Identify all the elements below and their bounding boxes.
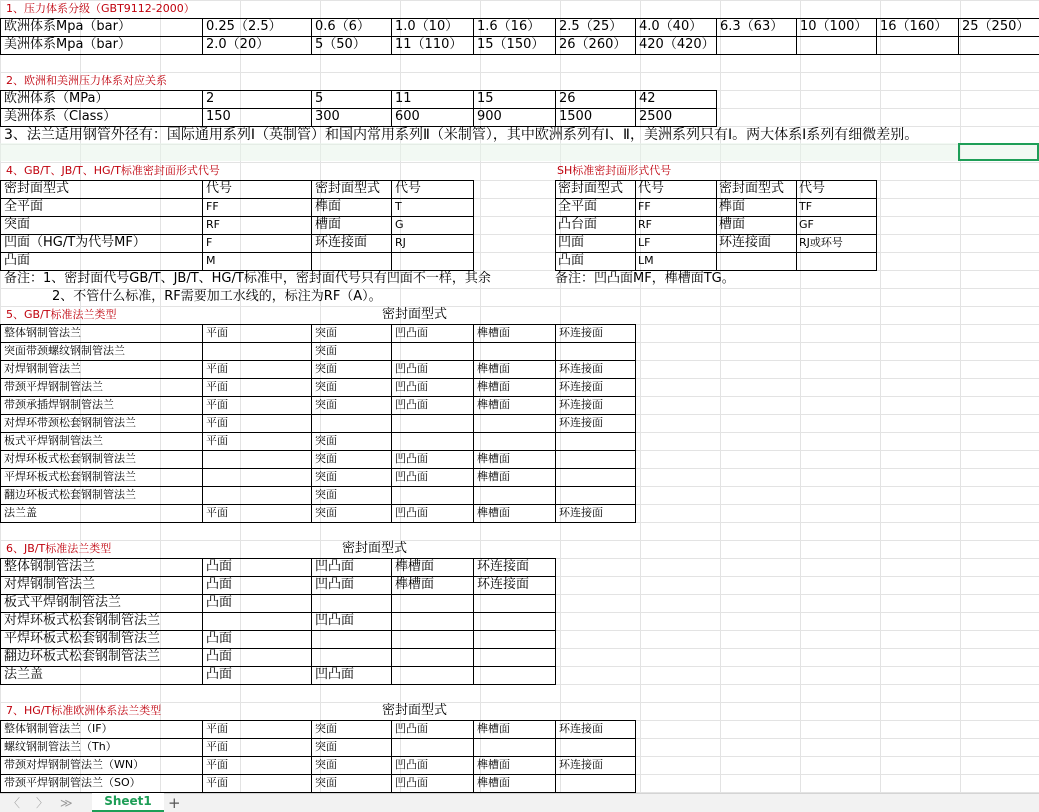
- table-cell[interactable]: FF: [206, 200, 219, 213]
- table-border: [635, 720, 636, 793]
- table-cell[interactable]: 环连接面: [559, 362, 603, 375]
- first-sheet-icon[interactable]: 〈: [8, 796, 21, 810]
- table-border: [311, 558, 312, 685]
- table-border: [311, 324, 312, 523]
- table-cell[interactable]: 突面: [315, 740, 337, 753]
- table-cell[interactable]: 凸面: [206, 667, 233, 682]
- table-cell[interactable]: GF: [799, 218, 814, 231]
- table-cell[interactable]: 榫面: [315, 199, 342, 214]
- table-cell[interactable]: 10（100）: [800, 19, 868, 34]
- note-text[interactable]: 备注：凹凸面MF，榫槽面TG。: [555, 271, 735, 286]
- table-border: [0, 54, 1039, 55]
- table-cell[interactable]: 平面: [206, 740, 228, 753]
- table-cell[interactable]: 槽面: [315, 217, 342, 232]
- table-cell[interactable]: 代号: [799, 181, 826, 196]
- table-border: [0, 324, 636, 325]
- table-cell[interactable]: RF: [638, 218, 652, 231]
- table-border: [311, 18, 312, 55]
- table-cell[interactable]: 突面: [315, 470, 337, 483]
- table-cell[interactable]: 平面: [206, 398, 228, 411]
- table-cell[interactable]: 凹凸面: [315, 559, 355, 574]
- section-title[interactable]: 7、HG/T标准欧洲体系法兰类型: [6, 704, 162, 717]
- table-cell[interactable]: 6.3（63）: [720, 19, 784, 34]
- table-cell[interactable]: 1500: [559, 109, 593, 124]
- table-cell[interactable]: 平面: [206, 758, 228, 771]
- table-cell[interactable]: 突面: [315, 722, 337, 735]
- table-border: [716, 18, 717, 55]
- table-cell[interactable]: 榫槽面: [477, 470, 510, 483]
- table-cell[interactable]: 环连接面: [559, 416, 603, 429]
- table-cell[interactable]: 美洲体系（Class）: [4, 109, 117, 124]
- table-cell[interactable]: 突面: [315, 362, 337, 375]
- table-cell[interactable]: 榫槽面: [477, 398, 510, 411]
- table-cell[interactable]: 1.6（16）: [477, 19, 541, 34]
- table-border: [0, 720, 636, 721]
- table-border: [0, 450, 636, 451]
- table-border: [473, 324, 474, 523]
- table-border: [311, 180, 312, 271]
- table-border: [796, 180, 797, 271]
- table-border: [391, 720, 392, 793]
- table-cell[interactable]: 环连接面: [559, 758, 603, 771]
- table-cell[interactable]: 密封面型式: [4, 181, 70, 196]
- table-cell[interactable]: 带颈承插焊钢制管法兰: [4, 398, 114, 411]
- table-cell[interactable]: G: [395, 218, 404, 231]
- table-cell[interactable]: 15（150）: [477, 37, 545, 52]
- table-cell[interactable]: 凸面: [206, 577, 233, 592]
- table-cell[interactable]: 凹凸面: [395, 362, 428, 375]
- column-header[interactable]: 密封面型式: [382, 703, 448, 718]
- table-cell[interactable]: 槽面: [719, 217, 746, 232]
- table-border: [473, 18, 474, 55]
- table-border: [473, 90, 474, 127]
- tab-sheet1[interactable]: Sheet1: [92, 793, 164, 812]
- table-border: [0, 18, 1, 55]
- table-border: [0, 468, 636, 469]
- table-cell[interactable]: 欧洲体系（MPa）: [4, 91, 109, 106]
- table-border: [716, 90, 717, 127]
- table-cell[interactable]: 环连接面: [477, 577, 530, 592]
- table-border: [0, 18, 1039, 19]
- table-cell[interactable]: 对焊环板式松套钢制管法兰: [4, 613, 161, 628]
- table-cell[interactable]: 密封面型式: [558, 181, 624, 196]
- section-title[interactable]: 6、JB/T标准法兰类型: [6, 542, 112, 555]
- table-border: [391, 18, 392, 55]
- table-cell[interactable]: 突面: [315, 344, 337, 357]
- table-cell[interactable]: 整体钢制管法兰: [4, 326, 81, 339]
- table-cell[interactable]: 11（110）: [395, 37, 463, 52]
- table-border: [0, 180, 474, 181]
- table-cell[interactable]: 平面: [206, 722, 228, 735]
- table-cell[interactable]: 16（160）: [880, 19, 948, 34]
- column-header[interactable]: 密封面型式: [342, 541, 408, 556]
- table-cell[interactable]: 密封面型式: [719, 181, 785, 196]
- table-cell[interactable]: 榫槽面: [477, 326, 510, 339]
- table-cell[interactable]: T: [395, 200, 402, 213]
- table-cell[interactable]: 凹凸面: [395, 470, 428, 483]
- table-border: [311, 90, 312, 127]
- table-cell[interactable]: 2500: [639, 109, 673, 124]
- table-border: [555, 18, 556, 55]
- table-border: [391, 558, 392, 685]
- table-border: [0, 720, 1, 793]
- table-cell[interactable]: 对焊环板式松套钢制管法兰: [4, 452, 136, 465]
- table-cell[interactable]: 凸面: [206, 559, 233, 574]
- table-border: [555, 720, 556, 793]
- table-cell[interactable]: 代号: [638, 181, 665, 196]
- table-border: [202, 324, 203, 523]
- table-cell[interactable]: 环连接面: [559, 326, 603, 339]
- table-cell[interactable]: FF: [638, 200, 651, 213]
- table-cell[interactable]: 带颈平焊钢制管法兰: [4, 380, 103, 393]
- table-cell[interactable]: 5: [315, 91, 324, 106]
- table-cell[interactable]: 榫槽面: [477, 362, 510, 375]
- table-cell[interactable]: 凹凸面: [315, 613, 355, 628]
- section-title[interactable]: 2、欧洲和美洲压力体系对应关系: [6, 74, 167, 87]
- next-sheet-icon[interactable]: 〉: [36, 796, 49, 810]
- table-cell[interactable]: 密封面型式: [315, 181, 381, 196]
- table-cell[interactable]: 法兰盖: [4, 506, 37, 519]
- table-cell[interactable]: 对焊钢制管法兰: [4, 577, 96, 592]
- table-cell[interactable]: F: [206, 236, 213, 249]
- table-border: [311, 720, 312, 793]
- table-cell[interactable]: 平焊环板式松套钢制管法兰: [4, 631, 161, 646]
- table-cell[interactable]: 带颈平焊钢制管法兰（SO）: [4, 776, 141, 789]
- table-cell[interactable]: 凹凸面: [315, 577, 355, 592]
- table-cell[interactable]: 2.5（25）: [559, 19, 623, 34]
- add-sheet-icon[interactable]: +: [168, 794, 181, 812]
- table-cell[interactable]: 25（250）: [962, 19, 1030, 34]
- table-cell[interactable]: 榫槽面: [477, 776, 510, 789]
- table-cell[interactable]: 突面: [315, 452, 337, 465]
- table-border: [635, 90, 636, 127]
- table-border: [0, 738, 636, 739]
- table-border: [391, 90, 392, 127]
- table-cell[interactable]: 榫槽面: [477, 380, 510, 393]
- table-cell[interactable]: 凹凸面: [395, 326, 428, 339]
- table-cell[interactable]: 环连接面: [559, 398, 603, 411]
- table-border: [555, 324, 556, 523]
- table-border: [0, 756, 636, 757]
- table-cell[interactable]: 平焊环板式松套钢制管法兰: [4, 470, 136, 483]
- table-cell[interactable]: 凹凸面: [395, 722, 428, 735]
- table-cell[interactable]: RJ: [395, 236, 406, 249]
- table-cell[interactable]: 环连接面: [719, 235, 772, 250]
- table-cell[interactable]: 凹凸面: [395, 506, 428, 519]
- table-cell[interactable]: 全平面: [558, 199, 598, 214]
- table-cell[interactable]: 凸台面: [558, 217, 598, 232]
- table-cell[interactable]: 0.6（6）: [315, 19, 370, 34]
- table-cell[interactable]: 平面: [206, 506, 228, 519]
- table-cell[interactable]: 平面: [206, 326, 228, 339]
- table-border: [202, 180, 203, 271]
- table-border: [0, 108, 717, 109]
- table-cell[interactable]: 凹凸面: [395, 452, 428, 465]
- table-border: [635, 180, 636, 271]
- table-cell[interactable]: 平面: [206, 776, 228, 789]
- table-border: [202, 720, 203, 793]
- table-cell[interactable]: 板式平焊钢制管法兰: [4, 595, 122, 610]
- table-cell[interactable]: 2: [206, 91, 215, 106]
- table-cell[interactable]: 环连接面: [559, 506, 603, 519]
- table-cell[interactable]: 凸面: [206, 595, 233, 610]
- table-cell[interactable]: 5（50）: [315, 37, 366, 52]
- table-cell[interactable]: TF: [799, 200, 813, 213]
- table-border: [0, 504, 636, 505]
- table-cell[interactable]: 1.0（10）: [395, 19, 459, 34]
- column-header[interactable]: 密封面型式: [382, 307, 448, 322]
- table-cell[interactable]: 代号: [206, 181, 233, 196]
- table-cell[interactable]: 螺纹钢制管法兰（Th）: [4, 740, 117, 753]
- table-cell[interactable]: 榫面: [719, 199, 746, 214]
- table-border: [958, 18, 959, 55]
- table-cell[interactable]: 榫槽面: [477, 722, 510, 735]
- table-cell[interactable]: 突面: [315, 758, 337, 771]
- table-cell[interactable]: 42: [639, 91, 656, 106]
- table-cell[interactable]: 600: [395, 109, 420, 124]
- table-border: [0, 396, 636, 397]
- table-border: [0, 234, 474, 235]
- table-cell[interactable]: 美洲体系Mpa（bar）: [4, 37, 131, 52]
- table-cell[interactable]: 翻边环板式松套钢制管法兰: [4, 649, 161, 664]
- table-cell[interactable]: 榫槽面: [477, 758, 510, 771]
- table-cell[interactable]: 凸面: [4, 253, 31, 268]
- note-text[interactable]: 备注：1、密封面代号GB/T、JB/T、HG/T标准中，密封面代号只有凹面不一样，其余: [4, 271, 491, 286]
- last-sheet-icon[interactable]: ≫: [60, 796, 73, 810]
- table-cell[interactable]: 法兰盖: [4, 667, 44, 682]
- table-cell[interactable]: 0.25（2.5）: [206, 19, 282, 34]
- table-cell[interactable]: 环连接面: [559, 380, 603, 393]
- table-cell[interactable]: 2.0（20）: [206, 37, 270, 52]
- table-cell[interactable]: 420（420）: [639, 37, 715, 52]
- table-cell[interactable]: 突面: [315, 434, 337, 447]
- table-cell[interactable]: 26: [559, 91, 576, 106]
- table-border: [0, 432, 636, 433]
- table-border: [0, 216, 474, 217]
- table-cell[interactable]: LM: [638, 254, 654, 267]
- table-cell[interactable]: 凸面: [558, 253, 585, 268]
- table-cell[interactable]: 整体钢制管法兰: [4, 559, 96, 574]
- table-border: [391, 324, 392, 523]
- table-cell[interactable]: 突面: [315, 398, 337, 411]
- table-cell[interactable]: 26（260）: [559, 37, 627, 52]
- table-border: [0, 36, 1039, 37]
- table-border: [0, 342, 636, 343]
- table-cell[interactable]: 平面: [206, 416, 228, 429]
- table-cell[interactable]: 榫槽面: [395, 577, 435, 592]
- table-border: [0, 324, 1, 523]
- table-border: [202, 18, 203, 55]
- section-title[interactable]: 1、压力体系分级（GBT9112-2000）: [6, 2, 195, 15]
- table-cell[interactable]: 榫槽面: [477, 506, 510, 519]
- table-cell[interactable]: 突面: [315, 380, 337, 393]
- table-border: [0, 486, 636, 487]
- section-title[interactable]: 5、GB/T标准法兰类型: [6, 308, 117, 321]
- table-border: [202, 90, 203, 127]
- table-cell[interactable]: 15: [477, 91, 494, 106]
- table-border: [796, 18, 797, 55]
- table-cell[interactable]: 榫槽面: [477, 452, 510, 465]
- table-cell[interactable]: 11: [395, 91, 412, 106]
- note-text[interactable]: 3、法兰适用钢管外径有：国际通用系列Ⅰ（英制管）和国内常用系列Ⅱ（米制管），其中欧洲系列有Ⅰ、Ⅱ，美洲系列只有Ⅰ。两大体系Ⅰ系列有细微差别。: [4, 127, 919, 143]
- table-cell[interactable]: 900: [477, 109, 502, 124]
- table-cell[interactable]: 全平面: [4, 199, 44, 214]
- table-cell[interactable]: 欧洲体系Mpa（bar）: [4, 19, 131, 34]
- table-cell[interactable]: 板式平焊钢制管法兰: [4, 434, 103, 447]
- table-cell[interactable]: 凹凸面: [315, 667, 355, 682]
- table-border: [0, 558, 1, 685]
- table-border: [0, 522, 636, 523]
- table-border: [0, 252, 474, 253]
- table-border: [391, 180, 392, 271]
- table-border: [0, 378, 636, 379]
- table-border: [555, 90, 556, 127]
- active-row-highlight: [0, 143, 1039, 161]
- table-cell[interactable]: 平面: [206, 380, 228, 393]
- table-cell[interactable]: 凸面: [206, 631, 233, 646]
- table-border: [0, 180, 1, 271]
- table-cell[interactable]: 凹凸面: [395, 398, 428, 411]
- sheet-tab-bar: [0, 793, 1039, 812]
- table-cell[interactable]: 环连接面: [315, 235, 368, 250]
- table-cell[interactable]: 环连接面: [477, 559, 530, 574]
- table-cell[interactable]: 凹凸面: [395, 776, 428, 789]
- table-cell[interactable]: 平面: [206, 434, 228, 447]
- note-text[interactable]: 2、不管什么标准，RF需要加工水线的，标注为RF（A）。: [52, 289, 382, 304]
- table-border: [876, 18, 877, 55]
- table-cell[interactable]: 突面: [4, 217, 31, 232]
- selected-cell[interactable]: [958, 143, 1039, 161]
- table-cell[interactable]: M: [206, 254, 216, 267]
- table-border: [473, 558, 474, 685]
- table-cell[interactable]: 突面带颈螺纹钢制管法兰: [4, 344, 125, 357]
- table-cell[interactable]: 突面: [315, 776, 337, 789]
- table-border: [202, 558, 203, 685]
- table-cell[interactable]: 150: [206, 109, 231, 124]
- table-cell[interactable]: 对焊钢制管法兰: [4, 362, 81, 375]
- table-cell[interactable]: 凹凸面: [395, 758, 428, 771]
- table-border: [0, 198, 474, 199]
- table-cell[interactable]: 整体钢制管法兰（IF）: [4, 722, 113, 735]
- table-cell[interactable]: 凸面: [206, 649, 233, 664]
- table-border: [555, 180, 556, 271]
- section-title[interactable]: SH标准密封面形式代号: [557, 164, 672, 177]
- table-cell[interactable]: 4.0（40）: [639, 19, 703, 34]
- table-cell[interactable]: 对焊环带颈松套钢制管法兰: [4, 416, 136, 429]
- table-cell[interactable]: 突面: [315, 326, 337, 339]
- table-cell[interactable]: 翻边环板式松套钢制管法兰: [4, 488, 136, 501]
- table-cell[interactable]: 带颈对焊钢制管法兰（WN）: [4, 758, 145, 771]
- table-border: [0, 90, 1, 127]
- section-title[interactable]: 4、GB/T、JB/T、HG/T标准密封面形式代号: [6, 164, 220, 177]
- table-border: [555, 558, 556, 685]
- table-cell[interactable]: 突面: [315, 488, 337, 501]
- table-cell[interactable]: 凹凸面: [395, 380, 428, 393]
- table-cell[interactable]: 凹面（HG/T为代号MF）: [4, 235, 146, 250]
- table-cell[interactable]: 代号: [395, 181, 422, 196]
- table-border: [0, 90, 717, 91]
- table-cell[interactable]: 300: [315, 109, 340, 124]
- table-border: [635, 324, 636, 523]
- table-border: [635, 18, 636, 55]
- table-cell[interactable]: RJ或环号: [799, 236, 843, 249]
- table-cell[interactable]: 平面: [206, 362, 228, 375]
- table-border: [0, 774, 636, 775]
- table-cell[interactable]: 突面: [315, 506, 337, 519]
- table-cell[interactable]: 榫槽面: [395, 559, 435, 574]
- table-cell[interactable]: RF: [206, 218, 220, 231]
- table-border: [876, 180, 877, 271]
- table-cell[interactable]: LF: [638, 236, 651, 249]
- table-border: [0, 414, 636, 415]
- table-cell[interactable]: 环连接面: [559, 722, 603, 735]
- table-border: [716, 180, 717, 271]
- table-cell[interactable]: 凹面: [558, 235, 585, 250]
- table-border: [473, 720, 474, 793]
- table-border: [473, 180, 474, 271]
- table-border: [0, 360, 636, 361]
